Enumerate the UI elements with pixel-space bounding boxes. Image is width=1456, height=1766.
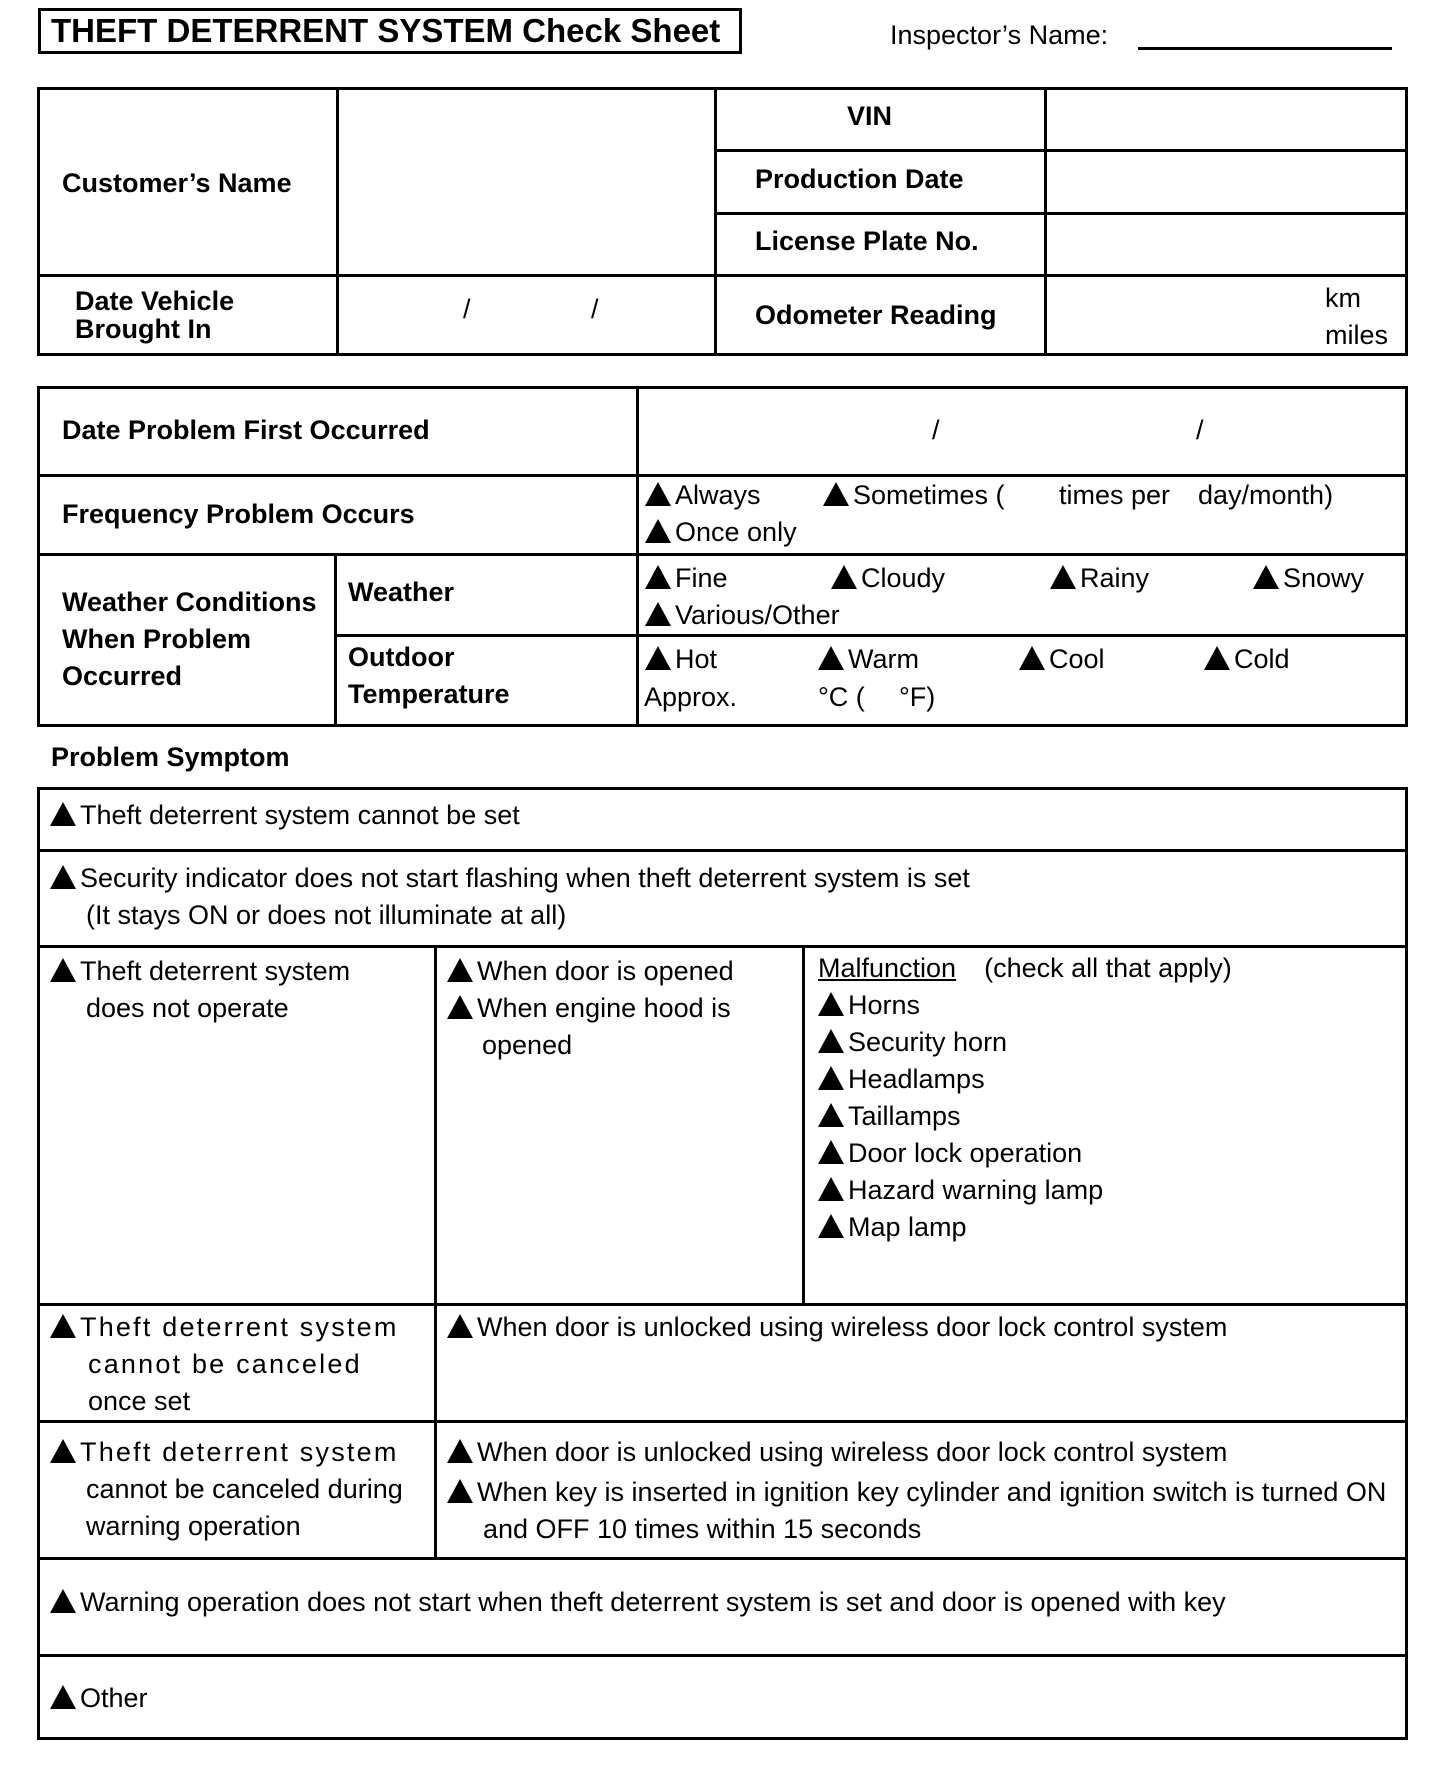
triangle-marker-icon	[645, 482, 671, 506]
malfunction-map-lamp[interactable]	[818, 1209, 967, 1246]
symptom-not-operate-line2: does not operate	[86, 993, 289, 1023]
weather-snowy-option[interactable]	[1253, 560, 1364, 597]
condition-wireless-unlock-2[interactable]	[447, 1434, 1227, 1471]
temp-hot-option[interactable]	[645, 641, 717, 678]
date-slash: /	[932, 415, 940, 445]
triangle-marker-icon	[447, 958, 473, 982]
option-label: When door is opened	[477, 956, 734, 986]
table-divider	[37, 849, 1408, 852]
table-divider	[37, 945, 1408, 948]
malfunction-taillamps[interactable]	[818, 1098, 961, 1135]
triangle-marker-icon	[645, 519, 671, 543]
freq-always-option[interactable]	[645, 477, 761, 514]
date-first-occurred-label: Date Problem First Occurred	[62, 415, 430, 445]
option-label: Security indicator does not start flashing when theft deterrent system is set	[80, 863, 970, 893]
weather-various-option[interactable]	[645, 597, 840, 634]
option-label: Theft deterrent system cannot be set	[80, 800, 520, 830]
table-divider	[434, 945, 437, 1557]
table-divider	[714, 87, 717, 356]
option-label: Warning operation does not start when theft deterrent system is set and door is opened with key	[80, 1587, 1226, 1617]
option-label: When key is inserted in ignition key cylinder and ignition switch is turned ON	[477, 1477, 1387, 1507]
date-brought-in-field[interactable]	[340, 278, 712, 351]
freq-day-month-label: day/month)	[1198, 480, 1334, 510]
outdoor-temperature-label	[348, 639, 510, 713]
symptom-other[interactable]	[50, 1680, 148, 1717]
option-label: Theft deterrent system	[80, 956, 351, 986]
condition-door-opened[interactable]	[447, 953, 734, 990]
condition-key-inserted-line2: and OFF 10 times within 15 seconds	[483, 1514, 922, 1544]
table-border	[37, 353, 1408, 356]
table-divider	[802, 945, 805, 1303]
temp-warm-option[interactable]	[818, 641, 919, 678]
malfunction-headlamps[interactable]	[818, 1061, 985, 1098]
option-label: Once only	[675, 517, 797, 547]
table-border	[37, 87, 40, 356]
triangle-marker-icon	[818, 1029, 844, 1053]
table-border	[1405, 787, 1408, 1740]
option-label: Hot	[675, 644, 718, 674]
freq-once-option[interactable]	[645, 514, 797, 551]
label-line: When Problem	[62, 624, 252, 654]
table-divider	[714, 149, 1408, 152]
weather-cloudy-option[interactable]	[831, 560, 945, 597]
triangle-marker-icon	[447, 1314, 473, 1338]
weather-rainy-option[interactable]	[1050, 560, 1149, 597]
symptom-cannot-be-set[interactable]	[50, 797, 520, 834]
customer-name-field[interactable]	[340, 91, 712, 272]
option-label: Cloudy	[861, 563, 946, 593]
malfunction-heading	[818, 950, 1232, 987]
table-border	[37, 1737, 1408, 1740]
problem-symptom-heading: Problem Symptom	[51, 742, 290, 772]
option-label: Always	[675, 480, 761, 510]
temp-fahrenheit-label: °F)	[899, 682, 936, 712]
freq-times-per-label: times per	[1059, 480, 1171, 510]
condition-hood-opened[interactable]	[447, 990, 731, 1027]
triangle-marker-icon	[818, 646, 844, 670]
triangle-marker-icon	[831, 565, 857, 589]
triangle-marker-icon	[1019, 646, 1045, 670]
triangle-marker-icon	[818, 1103, 844, 1127]
table-divider	[336, 634, 1408, 637]
option-label: Warm	[848, 644, 919, 674]
license-plate-label: License Plate No.	[755, 226, 979, 256]
table-border	[1405, 386, 1408, 727]
label-line: Date Vehicle	[75, 286, 235, 316]
option-label: Horns	[848, 990, 921, 1020]
malfunction-security-horn[interactable]	[818, 1024, 1007, 1061]
triangle-marker-icon	[50, 865, 76, 889]
triangle-marker-icon	[823, 482, 849, 506]
option-label: Security horn	[848, 1027, 1008, 1057]
label-line: Weather Conditions	[62, 587, 317, 617]
option-label: Other	[80, 1683, 148, 1713]
symptom-cannot-cancel-line2: cannot be canceled	[88, 1349, 362, 1379]
malfunction-door-lock[interactable]	[818, 1135, 1082, 1172]
vin-field[interactable]	[1048, 91, 1403, 147]
symptom-cancel-during-warning-line2: cannot be canceled during	[86, 1474, 403, 1504]
unit-miles: miles	[1325, 320, 1389, 350]
label-line: Occurred	[62, 661, 183, 691]
option-label: Rainy	[1080, 563, 1150, 593]
triangle-marker-icon	[50, 802, 76, 826]
triangle-marker-icon	[50, 958, 76, 982]
weather-conditions-label	[62, 584, 317, 695]
triangle-marker-icon	[818, 1177, 844, 1201]
table-border	[37, 386, 1408, 389]
condition-key-inserted[interactable]	[447, 1474, 1386, 1511]
table-divider	[1044, 87, 1047, 356]
triangle-marker-icon	[447, 995, 473, 1019]
symptom-cannot-cancel[interactable]	[50, 1309, 399, 1346]
date-slash: /	[463, 294, 471, 324]
option-label: Cool	[1049, 644, 1105, 674]
symptom-cancel-during-warning[interactable]	[50, 1434, 399, 1471]
option-label: Door lock operation	[848, 1138, 1083, 1168]
condition-wireless-unlock[interactable]	[447, 1309, 1227, 1346]
symptom-cancel-during-warning-line3: warning operation	[86, 1511, 301, 1541]
label-line: Outdoor	[348, 642, 455, 672]
table-border	[37, 787, 1408, 790]
table-border	[37, 787, 40, 1740]
option-label: Headlamps	[848, 1064, 985, 1094]
date-brought-in-label	[75, 287, 234, 343]
option-label: Hazard warning lamp	[848, 1175, 1104, 1205]
date-slash: /	[591, 294, 599, 324]
symptom-indicator-not-flashing[interactable]	[50, 860, 970, 897]
condition-hood-opened-line2: opened	[482, 1030, 573, 1060]
symptom-warning-not-start[interactable]	[50, 1584, 1226, 1621]
option-label: Theft deterrent system	[80, 1312, 399, 1342]
table-border	[1405, 87, 1408, 356]
production-date-label: Production Date	[755, 164, 964, 194]
table-divider	[714, 212, 1408, 215]
date-slash: /	[1196, 415, 1204, 445]
triangle-marker-icon	[818, 1066, 844, 1090]
triangle-marker-icon	[645, 565, 671, 589]
table-border	[37, 274, 1408, 277]
triangle-marker-icon	[447, 1439, 473, 1463]
table-divider	[636, 386, 639, 727]
check-all-note: (check all that apply)	[984, 953, 1232, 983]
symptom-not-operate[interactable]	[50, 953, 350, 990]
label-line: Brought In	[75, 314, 212, 344]
symptom-indicator-note: (It stays ON or does not illuminate at all)	[86, 900, 567, 930]
triangle-marker-icon	[50, 1685, 76, 1709]
table-border	[37, 724, 1408, 727]
triangle-marker-icon	[50, 1314, 76, 1338]
table-divider	[336, 87, 339, 356]
option-label: When engine hood is	[477, 993, 731, 1023]
date-first-occurred-field[interactable]	[640, 390, 1403, 472]
weather-fine-option[interactable]	[645, 560, 728, 597]
option-label: Taillamps	[848, 1101, 961, 1131]
triangle-marker-icon	[818, 1214, 844, 1238]
triangle-marker-icon	[50, 1439, 76, 1463]
inspector-name-field[interactable]	[1138, 47, 1392, 50]
triangle-marker-icon	[645, 602, 671, 626]
triangle-marker-icon	[447, 1479, 473, 1503]
triangle-marker-icon	[818, 1140, 844, 1164]
option-label: Snowy	[1283, 563, 1365, 593]
page-title: THEFT DETERRENT SYSTEM Check Sheet	[38, 8, 742, 54]
table-divider	[37, 1654, 1408, 1657]
table-border	[37, 386, 40, 727]
triangle-marker-icon	[818, 992, 844, 1016]
malfunction-horns[interactable]	[818, 987, 920, 1024]
temp-celsius-label: °C (	[818, 682, 865, 712]
option-label: Sometimes (	[853, 480, 1005, 510]
option-label: Map lamp	[848, 1212, 967, 1242]
triangle-marker-icon	[645, 646, 671, 670]
symptom-cannot-cancel-line3: once set	[88, 1386, 191, 1416]
triangle-marker-icon	[50, 1589, 76, 1613]
option-label: Cold	[1234, 644, 1290, 674]
triangle-marker-icon	[1204, 646, 1230, 670]
table-divider	[334, 553, 337, 727]
inspector-name-label: Inspector’s Name:	[890, 20, 1109, 50]
triangle-marker-icon	[1253, 565, 1279, 589]
option-label: When door is unlocked using wireless door lock control system	[477, 1437, 1228, 1467]
option-label: Theft deterrent system	[80, 1437, 399, 1467]
table-divider	[37, 1303, 1408, 1306]
malfunction-label: Malfunction	[818, 953, 957, 983]
malfunction-hazard-lamp[interactable]	[818, 1172, 1103, 1209]
table-divider	[37, 553, 1408, 556]
vin-label: VIN	[847, 101, 893, 131]
option-label: When door is unlocked using wireless door lock control system	[477, 1312, 1228, 1342]
temp-cold-option[interactable]	[1204, 641, 1290, 678]
option-label: Various/Other	[675, 600, 840, 630]
frequency-label: Frequency Problem Occurs	[62, 499, 415, 529]
weather-label: Weather	[348, 577, 455, 607]
temp-cool-option[interactable]	[1019, 641, 1105, 678]
triangle-marker-icon	[1050, 565, 1076, 589]
production-date-field[interactable]	[1048, 153, 1403, 210]
table-divider	[37, 1420, 1408, 1423]
freq-sometimes-option[interactable]	[823, 477, 1005, 514]
table-border	[37, 87, 1408, 90]
unit-km: km	[1325, 283, 1361, 313]
license-plate-field[interactable]	[1048, 216, 1403, 272]
temp-approx-label: Approx.	[644, 682, 738, 712]
odometer-label: Odometer Reading	[755, 300, 997, 330]
table-divider	[37, 1557, 1408, 1560]
option-label: Fine	[675, 563, 728, 593]
customer-name-label: Customer’s Name	[62, 168, 292, 198]
label-line: Temperature	[348, 679, 510, 709]
